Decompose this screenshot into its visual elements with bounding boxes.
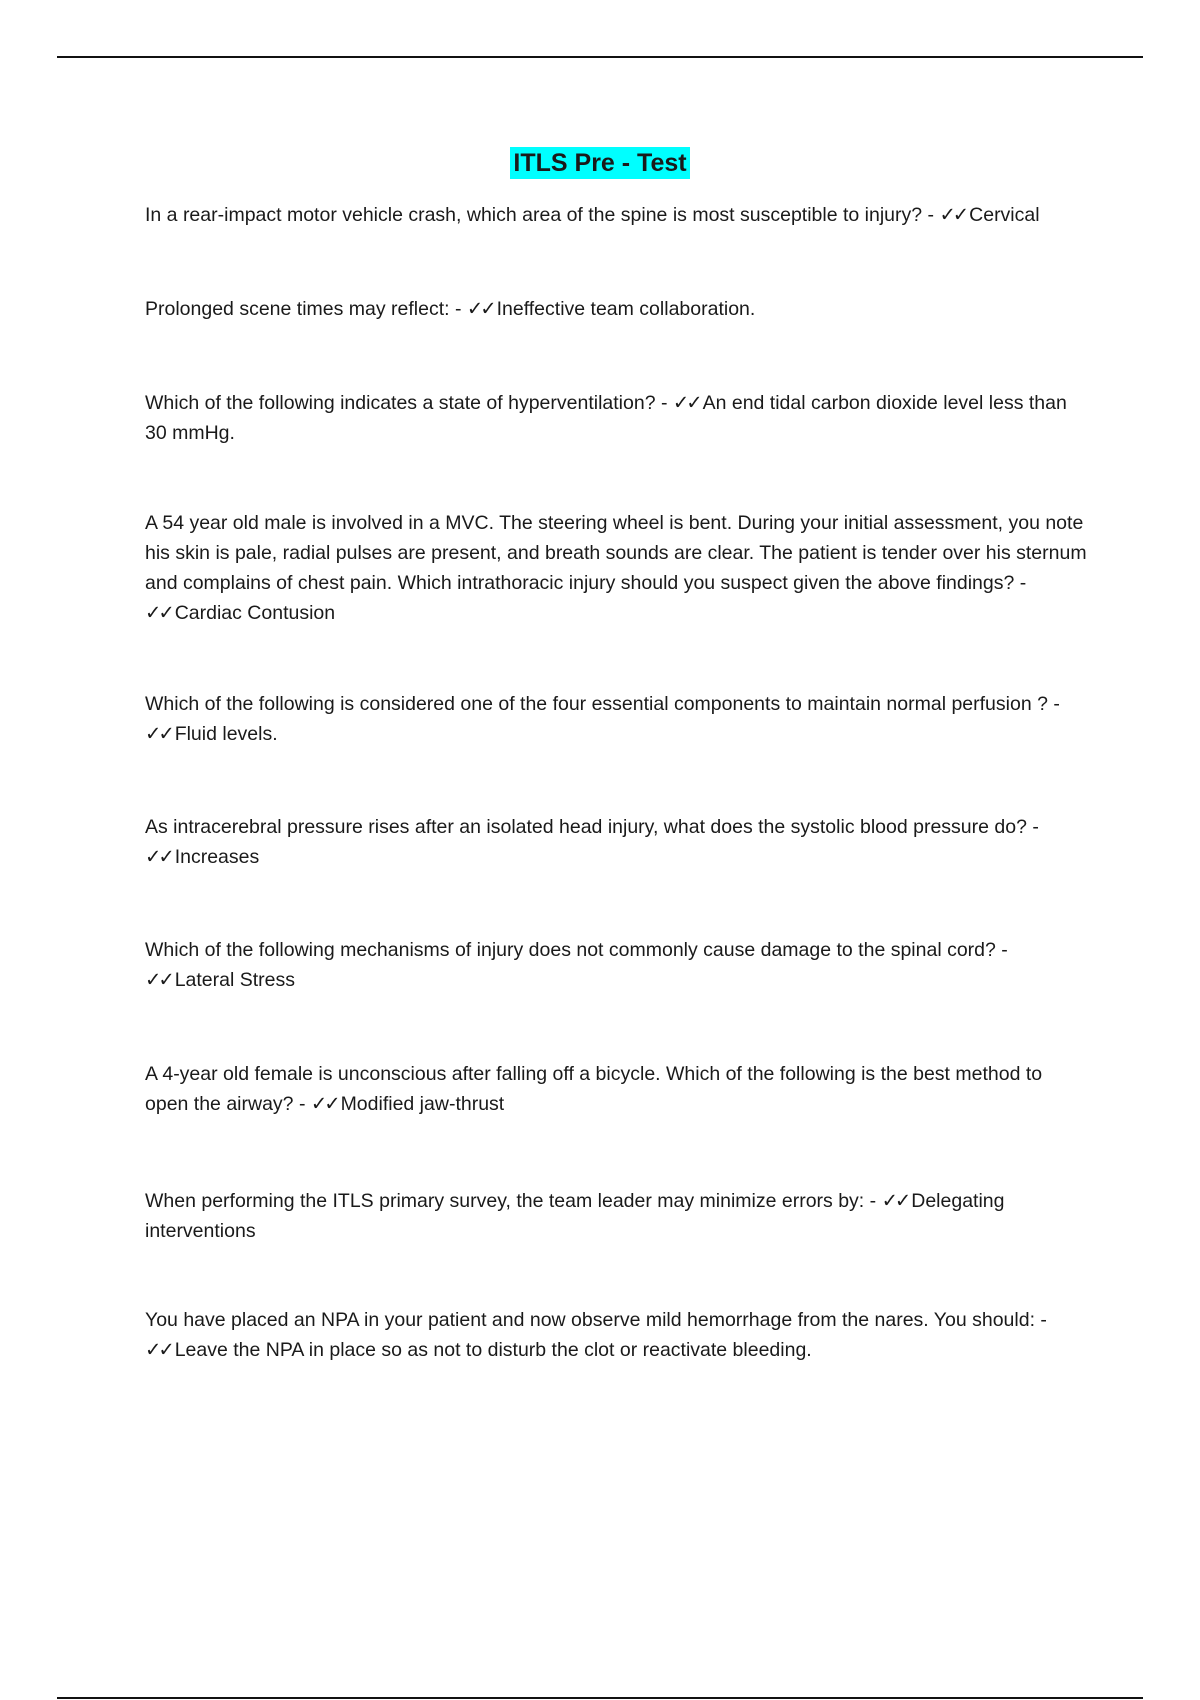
answer-text: Modified jaw-thrust xyxy=(340,1093,505,1115)
separator: - xyxy=(1026,816,1039,838)
separator: - xyxy=(1047,693,1060,715)
separator: - xyxy=(293,1093,311,1115)
question-text: In a rear-impact motor vehicle crash, which area of the spine is most susceptible to injury? xyxy=(145,204,923,226)
double-check-icon: ✓✓ xyxy=(310,1093,338,1115)
question-text: Which of the following indicates a state of hyperventilation? xyxy=(145,392,656,414)
header-rule xyxy=(57,56,1143,58)
document-title: ITLS Pre - Test xyxy=(510,147,689,179)
qa-item-1 xyxy=(145,200,1090,230)
answer-text: Ineffective team collaboration. xyxy=(496,298,756,320)
double-check-icon: ✓✓ xyxy=(145,969,172,991)
question-text: You have placed an NPA in your patient and now observe mild hemorrhage from the nares. You should: xyxy=(145,1309,1035,1331)
separator: - xyxy=(995,939,1008,961)
title-container xyxy=(0,147,1200,179)
qa-item-4 xyxy=(145,508,1090,628)
double-check-icon: ✓✓ xyxy=(145,602,172,624)
qa-item-2 xyxy=(145,294,1090,324)
qa-item-3 xyxy=(145,388,1090,448)
double-check-icon: ✓✓ xyxy=(881,1190,909,1212)
question-text: A 4-year old female is unconscious after falling off a bicycle. Which of the following is the best method to open the airway? xyxy=(145,1063,1043,1115)
separator: - xyxy=(922,204,940,226)
double-check-icon: ✓✓ xyxy=(466,298,494,320)
separator: - xyxy=(1035,1309,1047,1331)
answer-text: Cardiac Contusion xyxy=(174,602,336,624)
question-text: When performing the ITLS primary survey, the team leader may minimize errors by: xyxy=(145,1190,865,1212)
double-check-icon: ✓✓ xyxy=(145,846,172,868)
answer-text: Cervical xyxy=(969,204,1040,226)
answer-text: Leave the NPA in place so as not to disturb the clot or reactivate bleeding. xyxy=(174,1339,812,1361)
qa-item-8 xyxy=(145,1059,1090,1119)
question-text: A 54 year old male is involved in a MVC. The steering wheel is bent. During your initial assessment, you note his skin is pale, radial pulses are present, and breath sounds are clear. The patient is tender over his sternum and complains of chest pain. Which intrathoracic injury should you suspect given the above findings? xyxy=(145,512,1087,594)
double-check-icon: ✓✓ xyxy=(672,392,700,414)
answer-text: Delegating interventions xyxy=(145,1190,1005,1242)
qa-item-6 xyxy=(145,812,1090,872)
double-check-icon: ✓✓ xyxy=(939,204,967,226)
answer-text: Increases xyxy=(174,846,260,868)
question-text: Which of the following is considered one of the four essential components to maintain normal perfusion ? xyxy=(145,693,1048,715)
qa-item-9 xyxy=(145,1186,1090,1246)
question-text: Which of the following mechanisms of injury does not commonly cause damage to the spinal cord? xyxy=(145,939,996,961)
answer-text: Fluid levels. xyxy=(174,723,278,745)
qa-item-5 xyxy=(145,689,1090,749)
separator: - xyxy=(864,1190,882,1212)
separator: - xyxy=(449,298,467,320)
separator: - xyxy=(1014,572,1027,594)
double-check-icon: ✓✓ xyxy=(145,723,172,745)
separator: - xyxy=(655,392,673,414)
double-check-icon: ✓✓ xyxy=(145,1339,172,1361)
qa-item-10 xyxy=(145,1305,1090,1365)
answer-text: Lateral Stress xyxy=(174,969,295,991)
answer-text: An end tidal carbon dioxide level less than 30 mmHg. xyxy=(145,392,1067,444)
question-text: Prolonged scene times may reflect: xyxy=(145,298,450,320)
footer-rule xyxy=(57,1697,1143,1699)
qa-item-7 xyxy=(145,935,1090,995)
question-text: As intracerebral pressure rises after an isolated head injury, what does the systolic blood pressure do? xyxy=(145,816,1027,838)
